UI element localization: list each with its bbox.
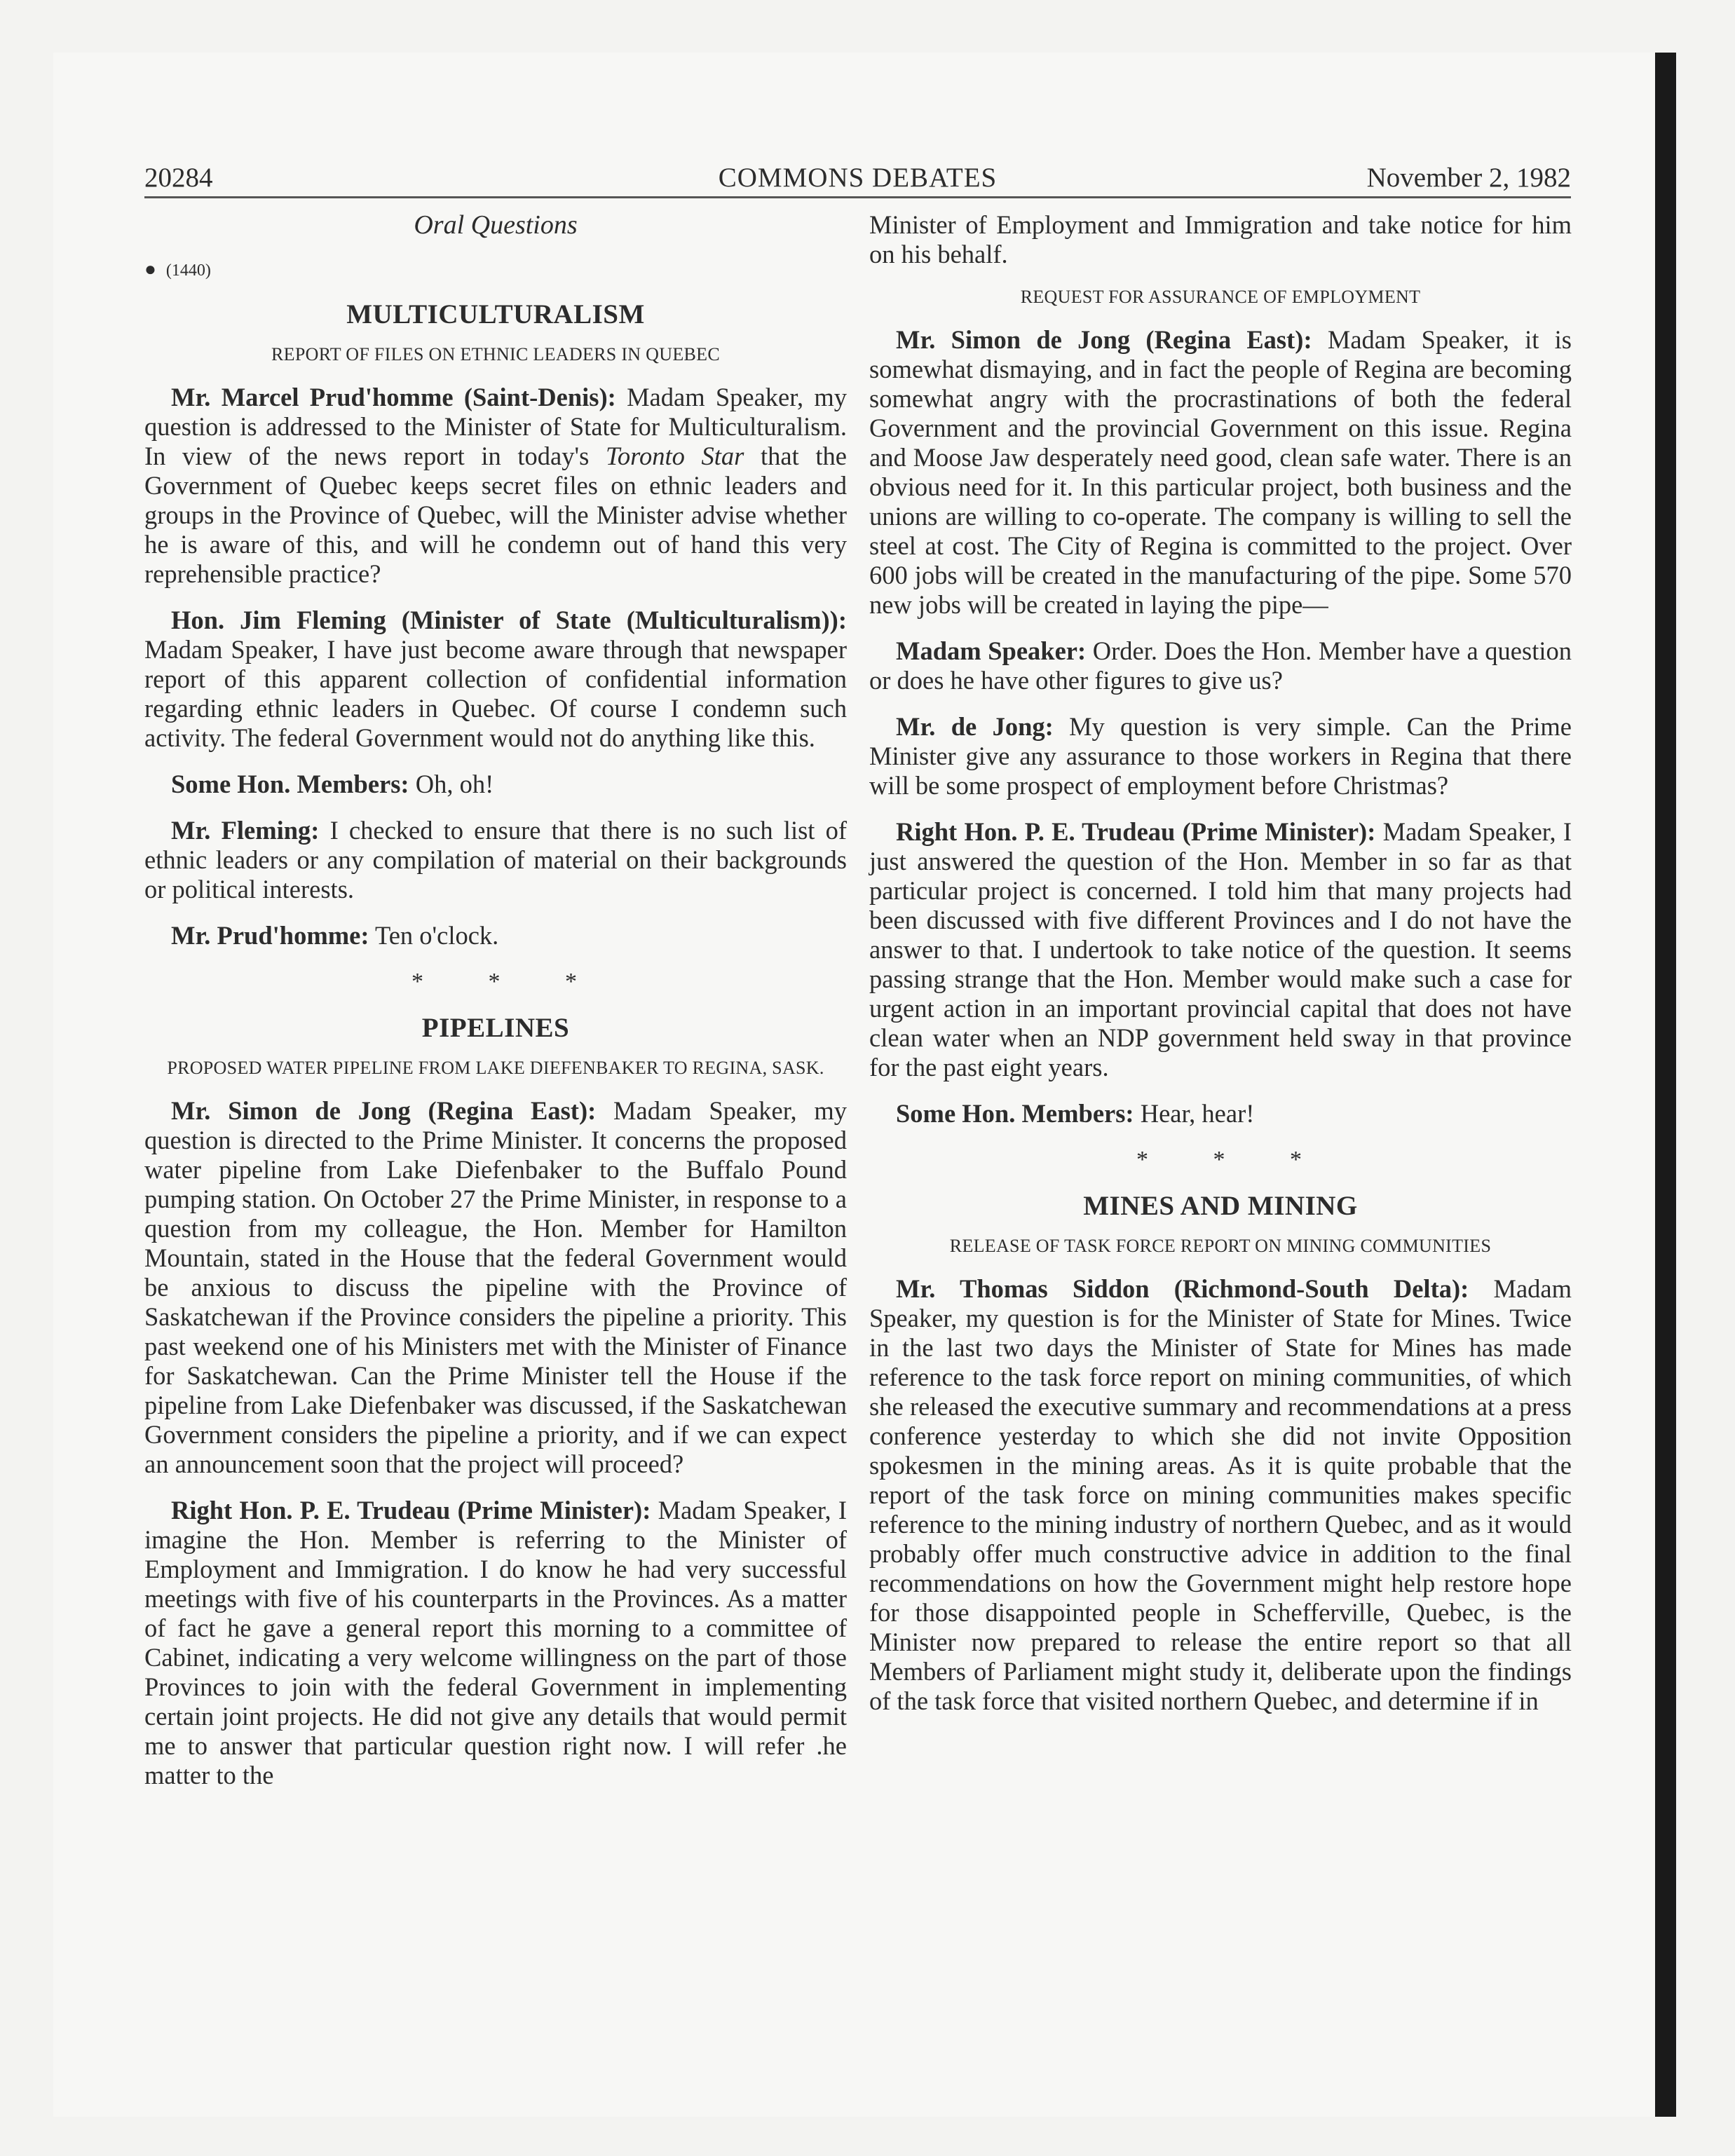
speech-madam-speaker <box>869 636 1572 695</box>
speech-text: Madam Speaker, my question is directed to the Prime Minister. It concerns the proposed water pipeline from Lake Diefenbaker to the Buffalo Pound pumping station. On October 27 the Prime Minister, in response to a question from my colleague, the Hon. Member for Hamilton Mountain, stated in the House that the federal Government would be anxious to discuss the pipeline with the Province of Saskatchewan if the Province considers the pipeline a priority. This past weekend one of his Ministers met with the Minister of Finance for Saskatchewan. Can the Prime Minister tell the House if the pipeline from Lake Diefenbaker was discussed, if the Saskatchewan Government considers the pipeline a priority, and if we can expect an announcement soon that the project will proceed? <box>144 1096 848 1478</box>
publication-date: November 2, 1982 <box>1366 163 1571 193</box>
speech-text: Madam Speaker, I imagine the Hon. Member is referring to the Minister of Employment and Immigration. I do know he had very successful meetings with five of his counterparts in the Provinces. As a matter of fact he gave a general report this morning to a committee of Cabinet, indicating a very welcome willingness on the part of those Provinces to join with the federal Government in implementing certain joint projects. He did not give any details that would permit me to answer that particular question right now. I will refer .he matter to the <box>144 1496 847 1789</box>
running-head <box>144 156 1571 198</box>
speech-text: Oh, oh! <box>409 770 494 798</box>
speech-members <box>144 770 847 799</box>
speaker-name: Mr. Prud'homme: <box>171 921 369 950</box>
speech-siddon <box>869 1274 1572 1716</box>
speech-members-2 <box>869 1099 1572 1128</box>
speech-text: Order. Does the Hon. Member have a question or does he have other figures to give us? <box>869 636 1572 695</box>
speaker-name: Mr. Simon de Jong (Regina East): <box>896 325 1312 354</box>
subheading-water-pipeline: PROPOSED WATER PIPELINE FROM LAKE DIEFENBAKER TO REGINA, SASK. <box>167 1058 824 1078</box>
section-rubric: Oral Questions <box>414 210 578 240</box>
speaker-name: Mr. Simon de Jong (Regina East): <box>171 1096 597 1125</box>
speaker-name: Right Hon. P. E. Trudeau (Prime Minister): <box>896 817 1376 846</box>
speech-de-jong <box>144 1096 847 1479</box>
speaker-name: Mr. de Jong: <box>896 712 1054 741</box>
speech-fleming <box>144 606 847 753</box>
subheading-task-force-report: RELEASE OF TASK FORCE REPORT ON MINING COMMUNITIES <box>949 1236 1492 1256</box>
section-heading-pipelines: PIPELINES <box>421 1013 570 1043</box>
newspaper-title: Toronto Star <box>605 442 744 470</box>
subheading-assurance-of-employment: REQUEST FOR ASSURANCE OF EMPLOYMENT <box>1020 287 1421 307</box>
speaker-name: Mr. Marcel Prud'homme (Saint-Denis): <box>171 383 616 411</box>
speech-text: Madam Speaker, it is somewhat dismaying, and in fact the people of Regina are becoming somewhat angry with the procrastinations of both the federal Government and the provincial Government on this issue. Regina and Moose Jaw desperately need good, clean safe water. There is an obvious need for it. In this particular project, both business and the unions are willing to co-operate. The company is willing to sell the steel at cost. The City of Regina is committed to the project. Over 600 jobs will be created in the manufacturing of the pipe. Some 570 new jobs will be created in laying the pipe— <box>869 325 1572 619</box>
section-separator: * * * <box>411 969 606 995</box>
section-heading-multiculturalism: MULTICULTURALISM <box>346 299 645 329</box>
subheading-files-on-ethnic-leaders: REPORT OF FILES ON ETHNIC LEADERS IN QUEBEC <box>271 344 720 364</box>
time-stamp <box>144 255 847 283</box>
section-separator: * * * <box>1136 1147 1331 1173</box>
speech-de-jong-3 <box>869 712 1572 800</box>
bullet-icon: ● <box>144 259 156 280</box>
speaker-name: Mr. Thomas Siddon (Richmond-South Delta): <box>896 1274 1469 1303</box>
speech-continuation: Minister of Employment and Immigration and take notice for him on his behalf. <box>869 210 1572 268</box>
publication-title: COMMONS DEBATES <box>718 163 998 193</box>
speaker-name: Some Hon. Members: <box>896 1099 1134 1128</box>
speech-text: My question is very simple. Can the Prime Minister give any assurance to those workers in Regina that there will be some prospect of employment before Christmas? <box>869 712 1572 800</box>
speech-trudeau <box>144 1496 847 1790</box>
speech-text: I checked to ensure that there is no such list of ethnic leaders or any compilation of material on their backgrounds or political interests. <box>144 816 847 903</box>
page-number: 20284 <box>144 163 213 193</box>
scan-edge-shadow <box>1655 53 1676 2117</box>
speech-de-jong-2 <box>869 325 1572 620</box>
speaker-name: Some Hon. Members: <box>171 770 409 798</box>
speech-text: Madam Speaker, I have just become aware through that newspaper report of this apparent collection of confidential information regarding ethnic leaders in Quebec. Of course I condemn such activity. The federal Government would not do anything like this. <box>144 635 847 752</box>
speaker-name: Right Hon. P. E. Trudeau (Prime Minister): <box>171 1496 651 1524</box>
speech-prudhomme-2 <box>144 921 847 950</box>
speaker-name: Madam Speaker: <box>896 636 1087 665</box>
speech-trudeau-2 <box>869 817 1572 1082</box>
speech-text: Ten o'clock. <box>369 921 499 950</box>
speech-text: that the Government of Quebec keeps secret files on ethnic leaders and groups in the Province of Quebec, will the Minister advise whether he is aware of this, and will he condemn out of hand this very reprehensible practice? <box>144 442 848 588</box>
speech-text: Madam Speaker, I just answered the question of the Hon. Member in so far as that particular project is concerned. I told him that many projects had been discussed with five different Provinces and I do not have the answer to that. I undertook to take notice of the question. It seems passing strange that the Hon. Member would make such a case for urgent action in an important provincial capital that does not have clean water when an NDP government held sway in that province for the past eight years. <box>869 817 1572 1082</box>
speech-text: Madam Speaker, my question is for the Minister of State for Mines. Twice in the last two days the Minister of State for Mines has made reference to the task force report on mining communities, of which she released the executive summary and recommendations at a press conference yesterday to which she did not invite Opposition spokesmen in the mining areas. As it is quite probable that the report of the task force on mining communities makes specific reference to the mining industry of northern Quebec, and as it would probably offer much constructive advice in addition to the final recommendations on how the Government might help restore hope for those disappointed people in Schefferville, Quebec, is the Minister now prepared to release the entire report so that all Members of Parliament might study it, deliberate upon the findings of the task force that visited northern Quebec, and determine if in <box>869 1274 1572 1715</box>
speech-prudhomme <box>144 383 847 589</box>
speaker-name: Hon. Jim Fleming (Minister of State (Multiculturalism)): <box>171 606 847 634</box>
speech-fleming-2 <box>144 816 847 904</box>
time-stamp-text: (1440) <box>165 261 211 280</box>
speech-text: Hear, hear! <box>1134 1099 1255 1128</box>
speaker-name: Mr. Fleming: <box>171 816 320 845</box>
section-heading-mines-and-mining: MINES AND MINING <box>1083 1191 1358 1221</box>
right-column <box>869 210 1572 1733</box>
left-column <box>144 210 847 1807</box>
speech-text: Madam Speaker, my question is addressed to the Minister of State for Multiculturalism. In view of the news report in today's <box>144 383 847 470</box>
